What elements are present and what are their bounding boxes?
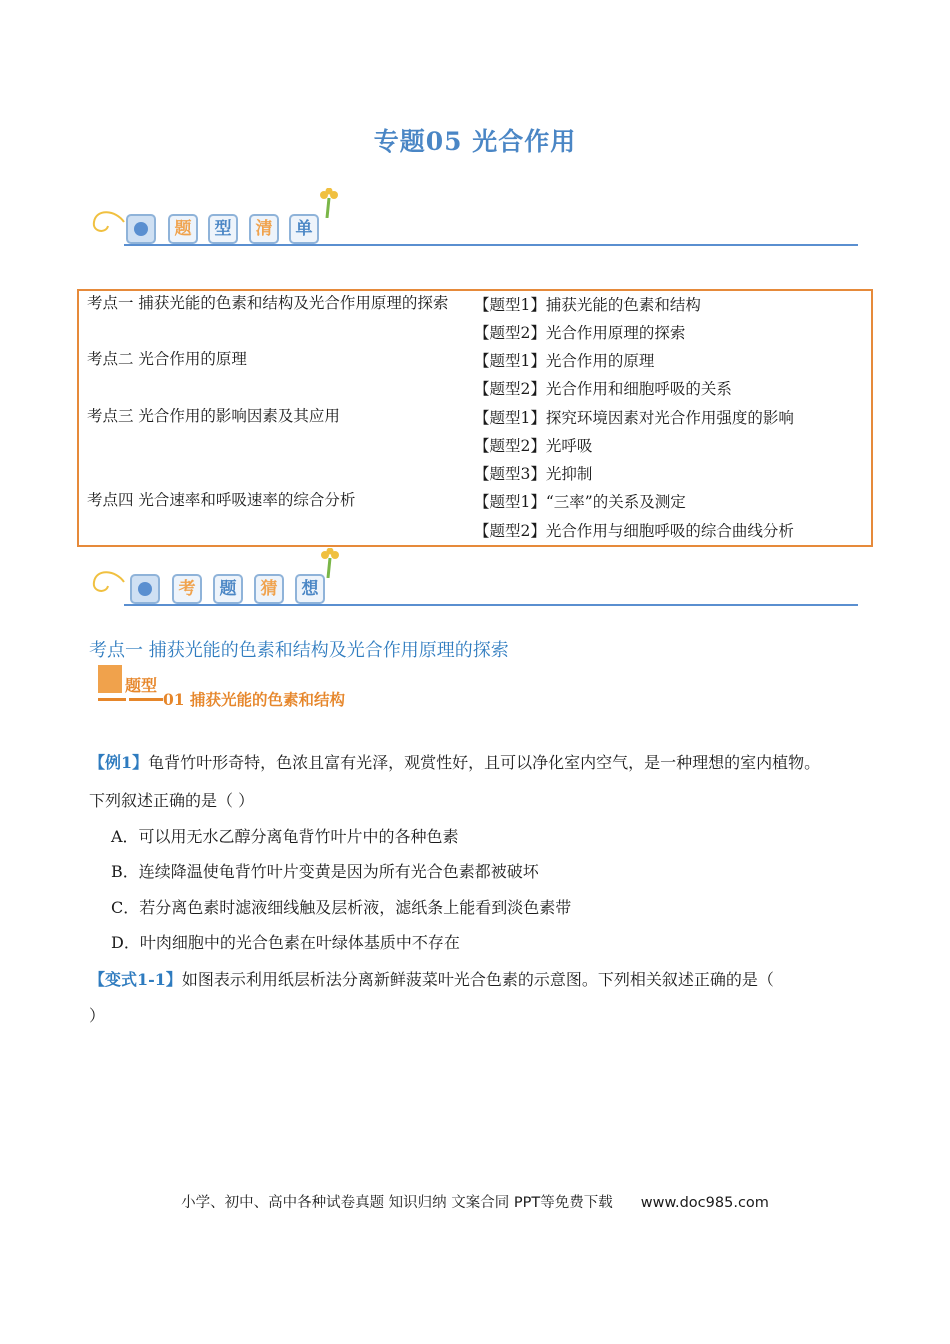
tixing-item: 【题型2】光呼吸	[474, 437, 593, 455]
tixing-item: 【题型2】光合作用和细胞呼吸的关系	[474, 380, 732, 398]
curl-decoration-icon	[90, 204, 126, 234]
banner-char: 清	[249, 214, 279, 244]
tag-underline	[129, 698, 163, 701]
kaodian-item: 考点二 光合作用的原理	[87, 350, 247, 368]
page-title: 专题05 光合作用	[373, 127, 577, 156]
banner-kaoti-caixiang	[88, 548, 858, 608]
flower-decoration-icon	[318, 188, 340, 218]
banner-char: 单	[289, 214, 319, 244]
footer	[0, 1191, 950, 1212]
option-b: B．连续降温使龟背竹叶片变黄是因为所有光合色素都被破坏	[111, 862, 539, 881]
curl-decoration-icon	[90, 564, 126, 594]
tixing-item: 【题型2】光合作用原理的探索	[474, 324, 686, 342]
circle-chip-icon	[126, 214, 156, 244]
option-c: C．若分离色素时滤液细线触及层析液，滤纸条上能看到淡色素带	[111, 898, 572, 917]
banner-rule	[124, 604, 858, 606]
banner-rule	[124, 244, 858, 246]
variant-label: 【变式1-1】	[89, 970, 182, 989]
footer-text: 小学、初中、高中各种试卷真题 知识归纳 文案合同 PPT等免费下载	[181, 1195, 613, 1211]
topic-list-box	[77, 289, 873, 547]
section-heading: 考点一 捕获光能的色素和结构及光合作用原理的探索	[89, 640, 509, 661]
tixing-item: 【题型1】“三率”的关系及测定	[474, 493, 686, 511]
kaodian-item: 考点四 光合速率和呼吸速率的综合分析	[87, 491, 356, 509]
tixing-item: 【题型1】探究环境因素对光合作用强度的影响	[474, 409, 794, 427]
banner-char: 题	[213, 574, 243, 604]
footer-url[interactable]: www.doc985.com	[640, 1195, 769, 1211]
example-line	[89, 750, 820, 773]
tixing-item: 【题型3】光抑制	[474, 465, 593, 483]
tag-square-icon	[98, 665, 122, 693]
circle-chip-icon	[130, 574, 160, 604]
banner-char: 想	[295, 574, 325, 604]
kaodian-item: 考点三 光合作用的影响因素及其应用	[87, 407, 340, 425]
tag-title: 01 捕获光能的色素和结构	[163, 690, 345, 709]
kaodian-item: 考点一 捕获光能的色素和结构及光合作用原理的探索	[87, 294, 449, 312]
tixing-item: 【题型1】光合作用的原理	[474, 352, 655, 370]
example-stem: 龟背竹叶形奇特，色浓且富有光泽，观赏性好，且可以净化室内空气，是一种理想的室内植物。	[148, 753, 821, 772]
variant-stem: 如图表示利用纸层析法分离新鲜菠菜叶光合色素的示意图。下列相关叙述正确的是（	[181, 970, 774, 989]
flower-decoration-icon	[319, 548, 341, 578]
example-label: 【例1】	[89, 753, 149, 772]
tixing-item: 【题型2】光合作用与细胞呼吸的综合曲线分析	[474, 522, 794, 540]
variant-line	[89, 967, 774, 990]
banner-char: 题	[168, 214, 198, 244]
example-stem-2: 下列叙述正确的是（ ）	[89, 791, 255, 810]
tag-word: 题型	[125, 676, 158, 695]
banner-char: 型	[208, 214, 238, 244]
banner-tixing-qingdan	[88, 188, 858, 248]
banner-char: 考	[172, 574, 202, 604]
tixing-item: 【题型1】捕获光能的色素和结构	[474, 296, 701, 314]
option-a: A．可以用无水乙醇分离龟背竹叶片中的各种色素	[111, 827, 459, 846]
banner-char: 猜	[254, 574, 284, 604]
option-d: D．叶肉细胞中的光合色素在叶绿体基质中不存在	[111, 933, 460, 952]
tag-underline	[98, 698, 126, 701]
variant-stem-2: ）	[89, 1006, 106, 1025]
